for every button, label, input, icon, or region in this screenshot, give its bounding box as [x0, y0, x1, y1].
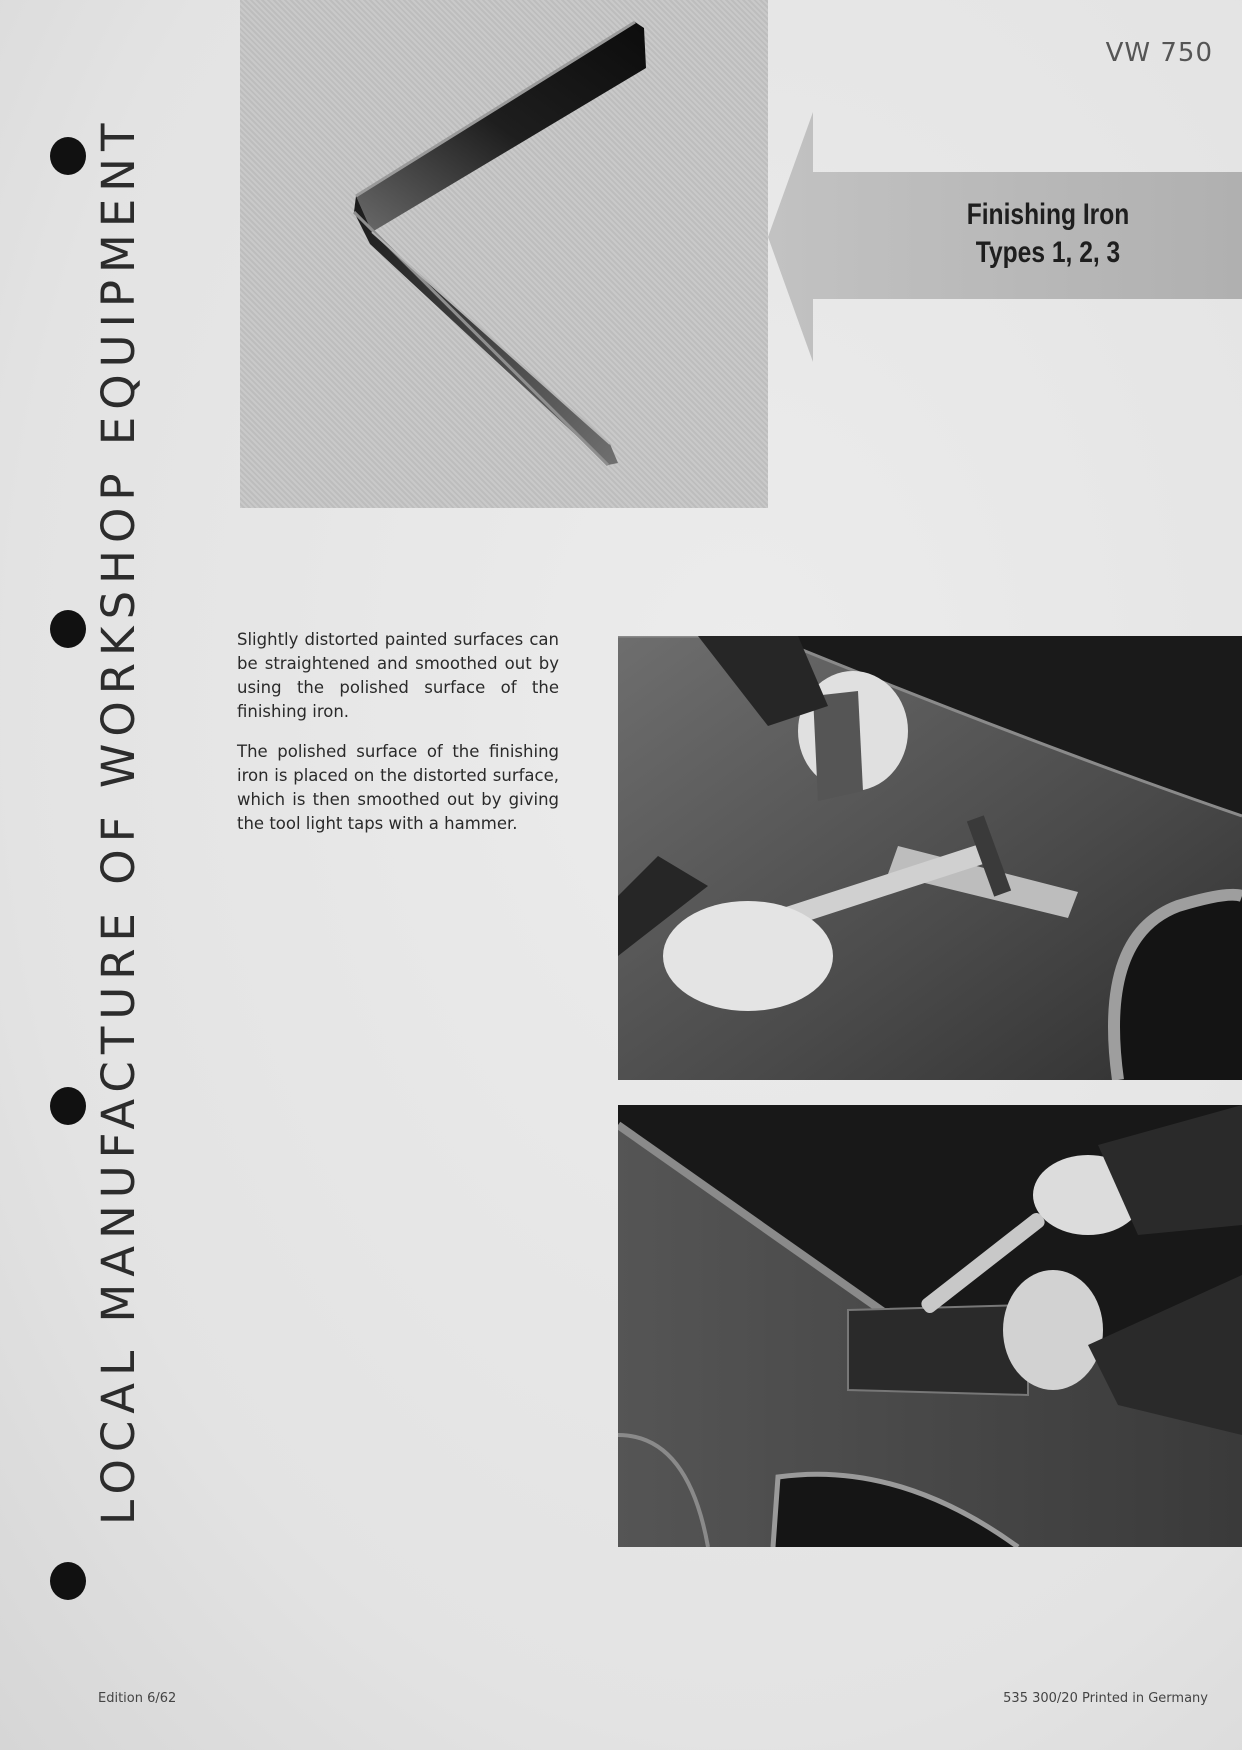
- callout-title-line1: Finishing Iron: [966, 198, 1130, 231]
- callout-title: [925, 196, 1171, 272]
- description-text: [237, 628, 559, 852]
- punch-hole-3: [50, 1087, 86, 1125]
- print-info: 535 300/20 Printed in Germany: [1003, 1691, 1208, 1706]
- fender-repair-illustration: [618, 636, 1242, 1080]
- punch-hole-4: [50, 1562, 86, 1600]
- door-repair-illustration: [618, 1105, 1242, 1547]
- finishing-iron-illustration: [240, 0, 768, 508]
- description-paragraph-1: Slightly distorted painted surfaces can be straightened and smoothed out by using the polished surface of the finishing iron.: [237, 630, 559, 721]
- description-paragraph-2: The polished surface of the finishing iron is placed on the distorted surface, which is then smoothed out by giving the tool light taps with a hammer.: [237, 742, 559, 833]
- punch-hole-2: [50, 610, 86, 648]
- side-title: LOCAL MANUFACTURE OF WORKSHOP EQUIPMENT: [92, 116, 145, 1525]
- usage-photo-top: [618, 636, 1242, 1080]
- finishing-iron-photo: [240, 0, 768, 508]
- title-arrow-callout: [768, 112, 1242, 362]
- punch-hole-1: [50, 137, 86, 175]
- document-number: VW 750: [1105, 38, 1213, 68]
- edition-label: Edition 6/62: [98, 1691, 177, 1706]
- callout-title-line2: Types 1, 2, 3: [975, 236, 1121, 269]
- usage-photo-bottom: [618, 1105, 1242, 1547]
